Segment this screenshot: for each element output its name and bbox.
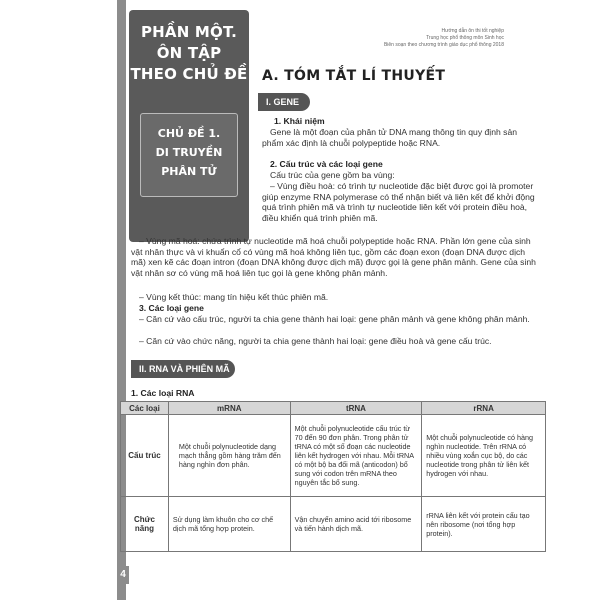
table-cell: Một chuỗi polynucleotide cấu trúc từ 70 đến 90 đơn phân. Trong phân tử tRNA có một số đoạn các nucleotide liên kết hydrogen với nhau. Mỗi tRNA có một bộ ba đối mã (anticodon) bổ sung với codon trên mRNA theo nguyên tắc bổ sung.: [290, 415, 422, 497]
header-note-line1: Hướng dẫn ôn thi tốt nghiệp: [441, 28, 504, 34]
topic-label: [140, 124, 238, 181]
gene-heading-2-text: 2. Cấu trúc và các loại gene: [270, 159, 383, 169]
table-row-head: Cấu trúc: [121, 415, 169, 497]
page-number: 4: [117, 566, 129, 584]
gene-heading-3-text: 3. Các loại gene: [139, 303, 204, 313]
gene-heading-1-text: 1. Khái niệm: [274, 116, 325, 126]
table-header-cell: Các loại: [121, 402, 169, 415]
gene-heading-2: [270, 159, 536, 170]
gene-paragraph-7: – Căn cứ vào chức năng, người ta chia gene thành hai loại: gene điều hoà và gene cấu trúc.: [139, 336, 492, 346]
table-cell: Một chuỗi polynucleotide có hàng nghìn nucleotide. Trên rRNA có nhiều vùng xoắn cục bộ, do các nucleotide trong phân tử liên kết hydrogen với nhau.: [422, 415, 546, 497]
gene-paragraph-1: Gene là một đoạn của phân tử DNA mang thông tin quy định sản phẩm xác định là chuỗi polypeptide hoặc RNA.: [262, 127, 518, 148]
table-header-cell: mRNA: [168, 402, 290, 415]
rna-heading-1-text: 1. Các loại RNA: [131, 388, 195, 398]
part-title: [129, 22, 249, 85]
header-note-line3: Biên soạn theo chương trình giáo dục phổ thông 2018: [383, 42, 504, 48]
rna-section-badge: II. RNA VÀ PHIÊN MÃ: [131, 360, 235, 378]
rna-heading-1: [131, 388, 431, 399]
topic-label-line3: PHÂN TỬ: [161, 165, 217, 178]
table-header-cell: rRNA: [422, 402, 546, 415]
gene-heading-3: [139, 303, 538, 314]
gene-paragraph-4: – Vùng mã hoá: chứa trình tự nucleotide mã hoá chuỗi polypeptide hoặc RNA. Phần lớn gene của sinh vật nhân thực và vi khuẩn cổ có vùng mã hoá không liên tục, gồm các đoạn exon (đoạn DNA được dịch mã) xen kẽ các đoạn intron (đoạn DNA không được dịch mã) được gọi là gene phân mảnh. Gene của sinh vật nhân sơ có vùng mã hoá liên tục gọi là gene không phân mảnh.: [131, 236, 536, 278]
gene-heading-1: [274, 116, 536, 127]
part-title-line3: THEO CHỦ ĐỀ: [130, 65, 248, 83]
table-header-cell: tRNA: [290, 402, 422, 415]
gene-paragraph-3: – Vùng điều hoà: có trình tự nucleotide đặc biệt được gọi là promoter giúp enzyme RNA polymerase có thể nhận biết và liên kết để khởi động quá trình phiên mã và trình tự nucleotide liên kết với protein điều hoà, điều khiển quá trình phiên mã.: [262, 181, 535, 223]
gene-paragraph-6: – Căn cứ vào cấu trúc, người ta chia gene thành hai loại: gene phân mảnh và gene không phân mảnh.: [139, 314, 530, 324]
table-row-function: [121, 497, 546, 552]
header-note: [364, 28, 504, 49]
section-a-heading: A. TÓM TẮT LÍ THUYẾT: [262, 68, 446, 84]
rna-types-table: [120, 401, 546, 552]
table-header-row: [121, 402, 546, 415]
topic-label-line2: DI TRUYỀN: [155, 146, 223, 159]
topic-label-line1: CHỦ ĐỀ 1.: [157, 127, 221, 140]
part-title-line2: ÔN TẬP: [156, 44, 222, 62]
table-row-structure: [121, 415, 546, 497]
table-cell: rRNA liên kết với protein cấu tạo nên ribosome (nơi tổng hợp protein).: [422, 497, 546, 552]
gene-paragraph-5: – Vùng kết thúc: mang tín hiệu kết thúc phiên mã.: [139, 292, 329, 302]
gene-paragraph-2: Cấu trúc của gene gồm ba vùng:: [270, 170, 395, 180]
table-cell: Một chuỗi polynucleotide dạng mạch thẳng gồm hàng trăm đến hàng nghìn đơn phân.: [168, 415, 290, 497]
part-title-line1: PHẦN MỘT.: [140, 23, 238, 41]
table-cell: Vận chuyển amino acid tới ribosome và tiến hành dịch mã.: [290, 497, 422, 552]
header-note-line2: Trung học phổ thông môn Sinh học: [426, 35, 504, 41]
table-cell: Sử dụng làm khuôn cho cơ chế dịch mã tổng hợp protein.: [168, 497, 290, 552]
gene-section-badge: I. GENE: [258, 93, 310, 111]
table-row-head: Chức năng: [121, 497, 169, 552]
